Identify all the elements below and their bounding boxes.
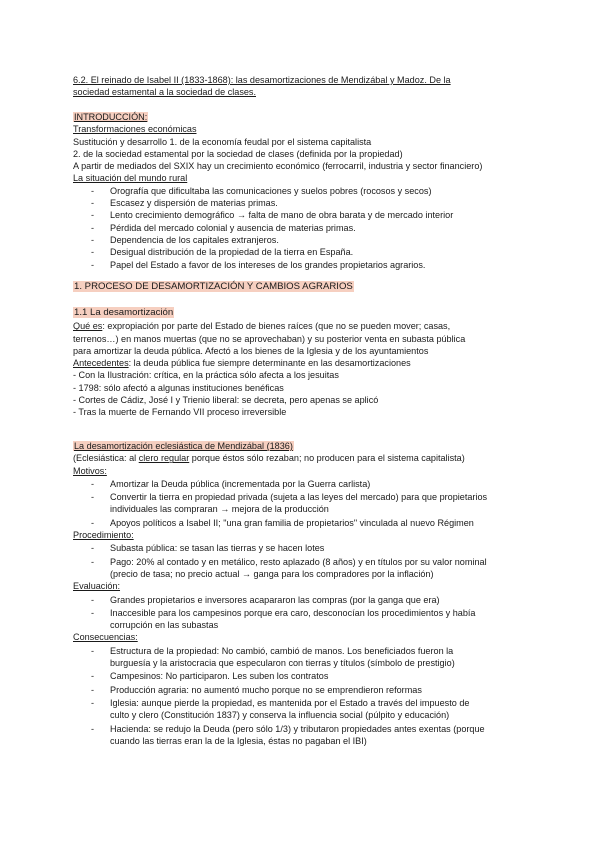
title-line-2: sociedad estamental a la sociedad de clases. (73, 87, 256, 98)
list-item: - Lento crecimiento demográfico → falta de mano de obra barata y de mercado interior (73, 209, 533, 221)
title-line-1: 6.2. El reinado de Isabel II (1833-1868): las desamortizaciones de Mendizábal y Madoz. De la (73, 75, 451, 85)
list-item-line: - Estructura de la propiedad: No cambió, cambió de manos. Los beneficiados fueron la (110, 645, 454, 656)
que-es-text: : expropiación por parte del Estado de bienes raíces (que no se pueden mover; casas, (102, 321, 451, 332)
list-item (73, 697, 533, 722)
list-item-line: culto y clero (Constitución 1837) y conserva la influencia social (púlpito y educación) (110, 710, 450, 721)
document-title (73, 74, 533, 99)
section-1 (73, 281, 533, 293)
list-item: - Amortizar la Deuda pública (incrementada por la Guerra carlista) (73, 478, 533, 490)
list-item: - Orografía que dificultaba las comunicaciones y suelos pobres (rocosos y secos) (73, 185, 533, 197)
consecuencias-list (73, 645, 533, 747)
list-item: - Producción agraria: no aumentó mucho porque no se emprendieron reformas (73, 684, 533, 696)
list-item: - Pérdida del mercado colonial y ausencia de materias primas. (73, 222, 533, 234)
intro-rural-heading: La situación del mundo rural (73, 173, 188, 184)
antecedentes-text: : la deuda pública fue siempre determinante en las desamortizaciones (128, 358, 411, 369)
antecedente-item: - Tras la muerte de Fernando VII proceso irreversible (73, 407, 287, 418)
que-es-line: terrenos…) en manos muertas (que no se aprovechaban) y su posterior venta en subasta pública (73, 333, 466, 344)
procedimiento-label: Procedimiento: (73, 530, 134, 541)
que-es-label: Qué es (73, 321, 103, 332)
list-item-line: burguesía y la aristocracia que especularon con tierras y títulos (símbolo de prestigio) (110, 658, 455, 669)
intro-line: A partir de mediados del SXIX hay un crecimiento económico (ferrocarril, industria y sector financiero) (73, 161, 483, 172)
eclesiastica-prefix: (Eclesiástica: al (73, 453, 139, 464)
intro-heading: INTRODUCCIÓN: (74, 112, 148, 122)
list-item-line: individuales las compraran → mejora de la producción (110, 504, 329, 515)
list-item-line: - Convertir la tierra en propiedad privada (sujeta a las leyes del mercado) para que propietarios (110, 492, 488, 503)
list-item (73, 723, 533, 748)
antecedente-item: - 1798: sólo afectó a algunas instituciones benéficas (73, 382, 284, 393)
list-item-line: corrupción en las subastas (110, 620, 219, 631)
mendizabal-section (73, 440, 533, 747)
list-item: - Campesinos: No participaron. Les suben los contratos (73, 670, 533, 682)
eclesiastica-suffix: porque éstos sólo rezaban; no producen para el sistema capitalista) (189, 453, 465, 464)
rural-list (73, 185, 533, 271)
list-item: - Desigual distribución de la propiedad de la tierra en España. (73, 246, 533, 258)
list-item (73, 556, 533, 581)
intro-line: Sustitución y desarrollo 1. de la economía feudal por el sistema capitalista (73, 136, 372, 147)
antecedente-item: - Con la Ilustración: crítica, en la práctica sólo afecta a los jesuitas (73, 370, 339, 381)
motivos-label: Motivos: (73, 465, 107, 476)
list-item-line: cuando las tierras eran la de la Iglesia, éstas no pagaban el IBI) (110, 735, 367, 746)
antecedente-item: - Cortes de Cádiz, José I y Trienio liberal: se decreta, pero apenas se aplicó (73, 395, 379, 406)
consecuencias-label: Consecuencias: (73, 632, 138, 643)
list-item-line: - Iglesia: aunque pierde la propiedad, es mantenida por el Estado a través del impuesto de (110, 697, 470, 708)
evaluacion-label: Evaluación: (73, 581, 121, 592)
list-item: - Subasta pública: se tasan las tierras y se hacen lotes (73, 542, 533, 554)
procedimiento-list (73, 542, 533, 580)
section-1-heading: 1. PROCESO DE DESAMORTIZACIÓN Y CAMBIOS AGRARIOS (74, 281, 353, 292)
intro-line: 2. de la sociedad estamental por la sociedad de clases (definida por la propiedad) (73, 148, 403, 159)
list-item: - Apoyos políticos a Isabel II; "una gran familia de propietarios" vinculada al nuevo Régimen (73, 517, 533, 529)
list-item (73, 607, 533, 632)
antecedentes-label: Antecedentes (73, 358, 129, 369)
intro-section (73, 111, 533, 271)
list-item (73, 645, 533, 670)
mendizabal-heading: La desamortización eclesiástica de Mendizábal (1836) (74, 441, 293, 451)
list-item-line: (precio de tasa; no precio actual → ganga para los compradores por la inflación) (110, 568, 434, 579)
subsection-1-1-heading: 1.1 La desamortización (74, 307, 174, 318)
list-item: - Escasez y dispersión de materias primas. (73, 197, 533, 209)
evaluacion-list (73, 594, 533, 632)
motivos-list (73, 478, 533, 529)
list-item-line: - Hacienda: se redujo la Deuda (pero sólo 1/3) y tributaron propiedades antes exentas (porque (110, 723, 485, 734)
list-item (73, 491, 533, 516)
list-item: - Papel del Estado a favor de los intereses de los grandes propietarios agrarios. (73, 259, 533, 271)
list-item: - Grandes propietarios e inversores acapararon las compras (por la ganga que era) (73, 594, 533, 606)
que-es-line: para amortizar la deuda pública. Afectó a los bienes de la Iglesia y de los ayuntamientos (73, 345, 429, 356)
clero-regular: clero regular (138, 453, 190, 464)
intro-subheading: Transformaciones económicas (73, 124, 197, 135)
subsection-1-1 (73, 307, 533, 419)
list-item: - Dependencia de los capitales extranjeros. (73, 234, 533, 246)
list-item-line: - Pago: 20% al contado y en metálico, resto aplazado (8 años) y en títulos por su valor nominal (110, 556, 487, 567)
list-item-line: - Inaccesible para los campesinos porque era caro, desconocían los procedimientos y había (110, 607, 476, 618)
